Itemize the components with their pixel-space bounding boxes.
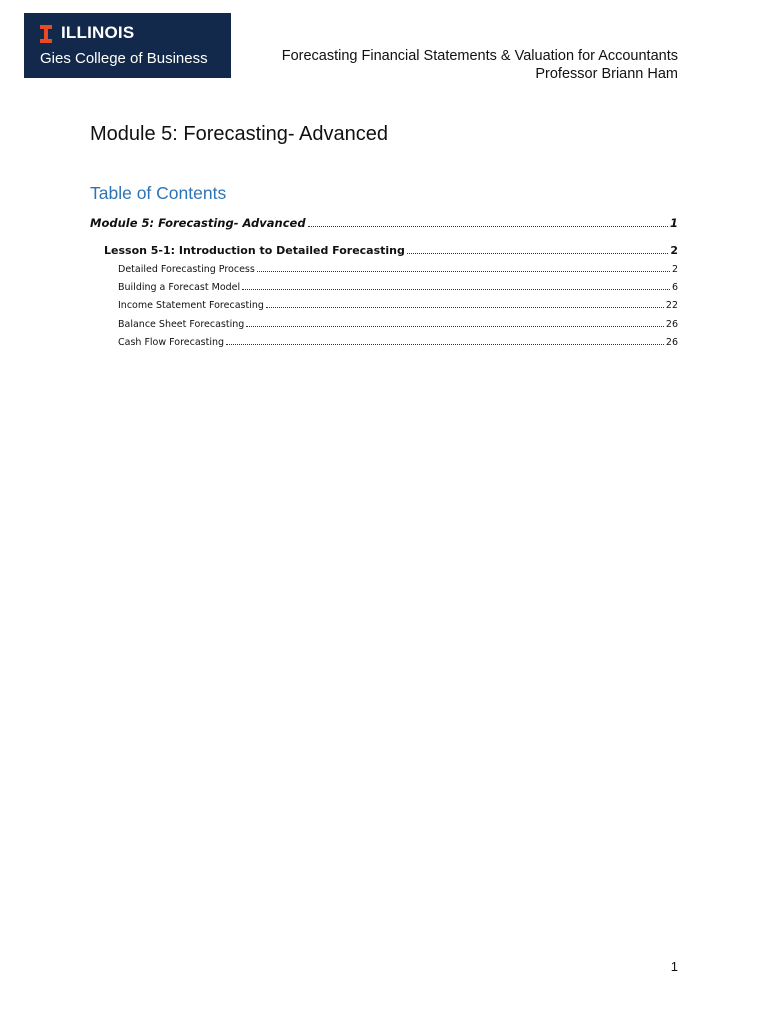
- toc-entry[interactable]: [118, 337, 678, 348]
- toc-entry-page: 22: [665, 300, 678, 311]
- toc-entry[interactable]: [118, 300, 678, 311]
- toc-entry[interactable]: [118, 264, 678, 275]
- toc-entry-page: 6: [671, 282, 678, 293]
- logo-college: Gies College of Business: [40, 50, 208, 67]
- toc-leader: [266, 306, 664, 308]
- header-info: [282, 47, 678, 83]
- toc-leader: [226, 343, 664, 345]
- toc-entry-page: 2: [671, 264, 678, 275]
- toc-leader: [242, 288, 670, 290]
- toc-entry-label: Module 5: Forecasting- Advanced: [90, 216, 306, 230]
- course-title: Forecasting Financial Statements & Valuation for Accountants: [281, 48, 678, 64]
- toc-leader: [407, 252, 668, 254]
- illinois-i-mark-icon: [40, 25, 52, 43]
- toc-entry[interactable]: [90, 216, 678, 230]
- professor-name: Professor Briann Ham: [535, 66, 678, 82]
- page-number: 1: [670, 959, 678, 974]
- document-title: Module 5: Forecasting- Advanced: [90, 123, 388, 145]
- gies-logo: [24, 13, 231, 78]
- toc-entry-label: Cash Flow Forecasting: [118, 337, 225, 348]
- toc-entry[interactable]: [118, 319, 678, 330]
- toc-entry[interactable]: [104, 244, 678, 257]
- toc-entry-label: Detailed Forecasting Process: [118, 264, 255, 275]
- toc-leader: [257, 270, 670, 272]
- toc-entry-page: 26: [665, 319, 678, 330]
- logo-brand: ILLINOIS: [61, 23, 135, 42]
- toc-entry-page: 26: [665, 337, 678, 348]
- toc-entry-page: 1: [669, 216, 678, 230]
- toc-entry-label: Building a Forecast Model: [118, 282, 241, 293]
- toc-heading: Table of Contents: [90, 183, 227, 203]
- toc-entry-page: 2: [670, 244, 678, 257]
- toc-entry[interactable]: [118, 282, 678, 293]
- toc-entry-label: Balance Sheet Forecasting: [118, 319, 245, 330]
- toc-entry-label: Income Statement Forecasting: [118, 300, 264, 311]
- toc-entry-label: Lesson 5-1: Introduction to Detailed Forecasting: [104, 244, 405, 257]
- toc-leader: [246, 325, 664, 327]
- toc-leader: [308, 225, 668, 227]
